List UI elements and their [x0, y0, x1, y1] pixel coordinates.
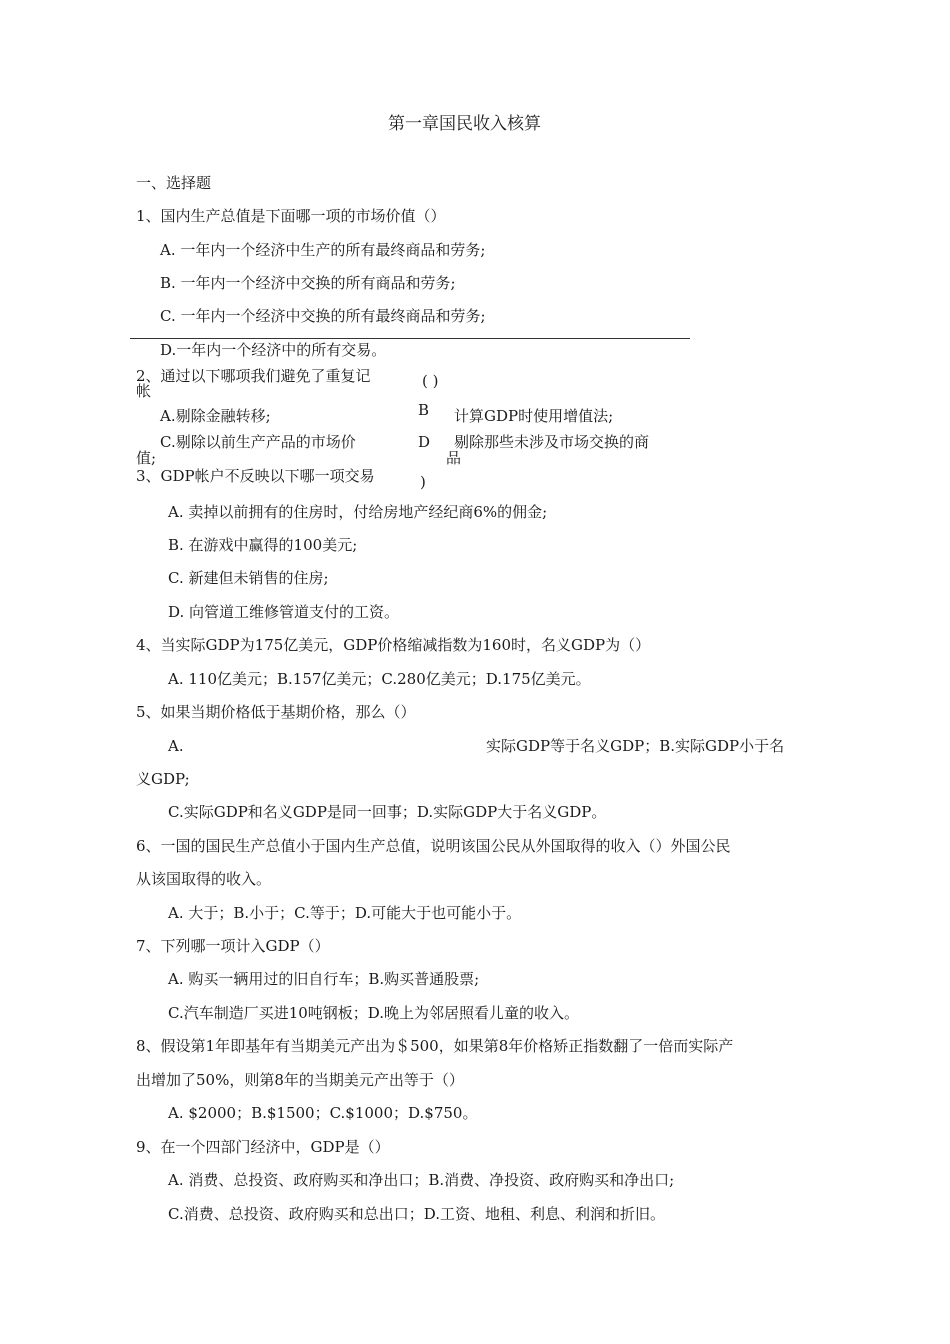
question-6-stem-line-1: 6、一国的国民生产总值小于国内生产总值，说明该国公民从外国取得的收入（）外国公民	[136, 837, 731, 855]
question-1-option-a: A. 一年内一个经济中生产的所有最终商品和劳务;	[160, 241, 486, 259]
question-3-option-a: A. 卖掉以前拥有的住房时，付给房地产经纪商6%的佣金;	[168, 503, 548, 521]
question-2-option-c: C.剔除以前生产产品的市场价	[160, 433, 356, 451]
question-3-stem: 3、GDP帐户不反映以下哪一项交易	[136, 467, 375, 485]
question-2-option-d: 剔除那些未涉及市场交换的商	[454, 433, 650, 451]
question-5-option-a-letter: A.	[168, 737, 184, 755]
question-9-stem: 9、在一个四部门经济中，GDP是（）	[136, 1138, 390, 1156]
question-8-stem-line-1: 8、假设第1年即基年有当期美元产出为＄500，如果第8年价格矫正指数翻了一倍而实际产	[136, 1037, 734, 1055]
horizontal-rule	[130, 338, 690, 339]
question-7-stem: 7、下列哪一项计入GDP（）	[136, 937, 330, 955]
question-3-option-c: C. 新建但未销售的住房;	[168, 569, 329, 587]
question-5-options-ab: 实际GDP等于名义GDP；B.实际GDP小于名	[486, 737, 785, 755]
question-1-stem: 1、国内生产总值是下面哪一项的市场价值（）	[136, 207, 446, 225]
question-8-stem-line-2: 出增加了50%，则第8年的当期美元产出等于（）	[136, 1071, 464, 1089]
question-2-option-b-letter: B	[418, 401, 430, 419]
question-5-stem: 5、如果当期价格低于基期价格，那么（）	[136, 703, 416, 721]
question-4-stem: 4、当实际GDP为175亿美元，GDP价格缩减指数为160时，名义GDP为（）	[136, 636, 651, 654]
question-7-options-cd: C.汽车制造厂买进10吨钢板；D.晚上为邻居照看儿童的收入。	[168, 1004, 580, 1022]
question-5-options-ab-cont: 义GDP;	[136, 770, 190, 788]
question-1-option-b: B. 一年内一个经济中交换的所有商品和劳务;	[160, 274, 456, 292]
question-3-option-b: B. 在游戏中赢得的100美元;	[168, 536, 358, 554]
question-6-options: A. 大于；B.小于；C.等于；D.可能大于也可能小于。	[168, 904, 522, 922]
question-8-options: A. $2000；B.$1500；C.$1000；D.$750。	[168, 1104, 478, 1122]
question-1-option-c: C. 一年内一个经济中交换的所有最终商品和劳务;	[160, 307, 486, 325]
question-2-paren: ( )	[422, 372, 439, 390]
question-9-options-cd: C.消费、总投资、政府购买和总出口；D.工资、地租、利息、利润和折旧。	[168, 1205, 665, 1223]
question-2-stem: 2、通过以下哪项我们避免了重复记	[136, 367, 371, 385]
question-2-option-a: A.剔除金融转移;	[160, 407, 271, 425]
section-heading: 一、选择题	[136, 174, 212, 192]
question-2-option-c-cut: 值;	[136, 449, 157, 467]
question-2-option-b: 计算GDP时使用增值法;	[454, 407, 614, 425]
question-3-option-d: D. 向管道工维修管道支付的工资。	[168, 603, 400, 621]
question-9-options-ab: A. 消费、总投资、政府购买和净出口；B.消费、净投资、政府购买和净出口;	[168, 1171, 675, 1189]
question-6-stem-line-2: 从该国取得的收入。	[136, 870, 272, 888]
question-2-option-d-letter: D	[418, 433, 431, 451]
question-3-paren: )	[420, 473, 426, 491]
question-2-stem-cut: 帐	[136, 382, 152, 400]
question-2-option-d-cut: 品	[446, 449, 462, 467]
question-1-option-d: D.一年内一个经济中的所有交易。	[160, 341, 387, 359]
question-7-options-ab: A. 购买一辆用过的旧自行车；B.购买普通股票;	[168, 970, 480, 988]
question-5-options-cd: C.实际GDP和名义GDP是同一回事；D.实际GDP大于名义GDP。	[168, 803, 607, 821]
chapter-title: 第一章国民收入核算	[388, 114, 541, 134]
question-4-options: A. 110亿美元；B.157亿美元；C.280亿美元；D.175亿美元。	[168, 670, 591, 688]
